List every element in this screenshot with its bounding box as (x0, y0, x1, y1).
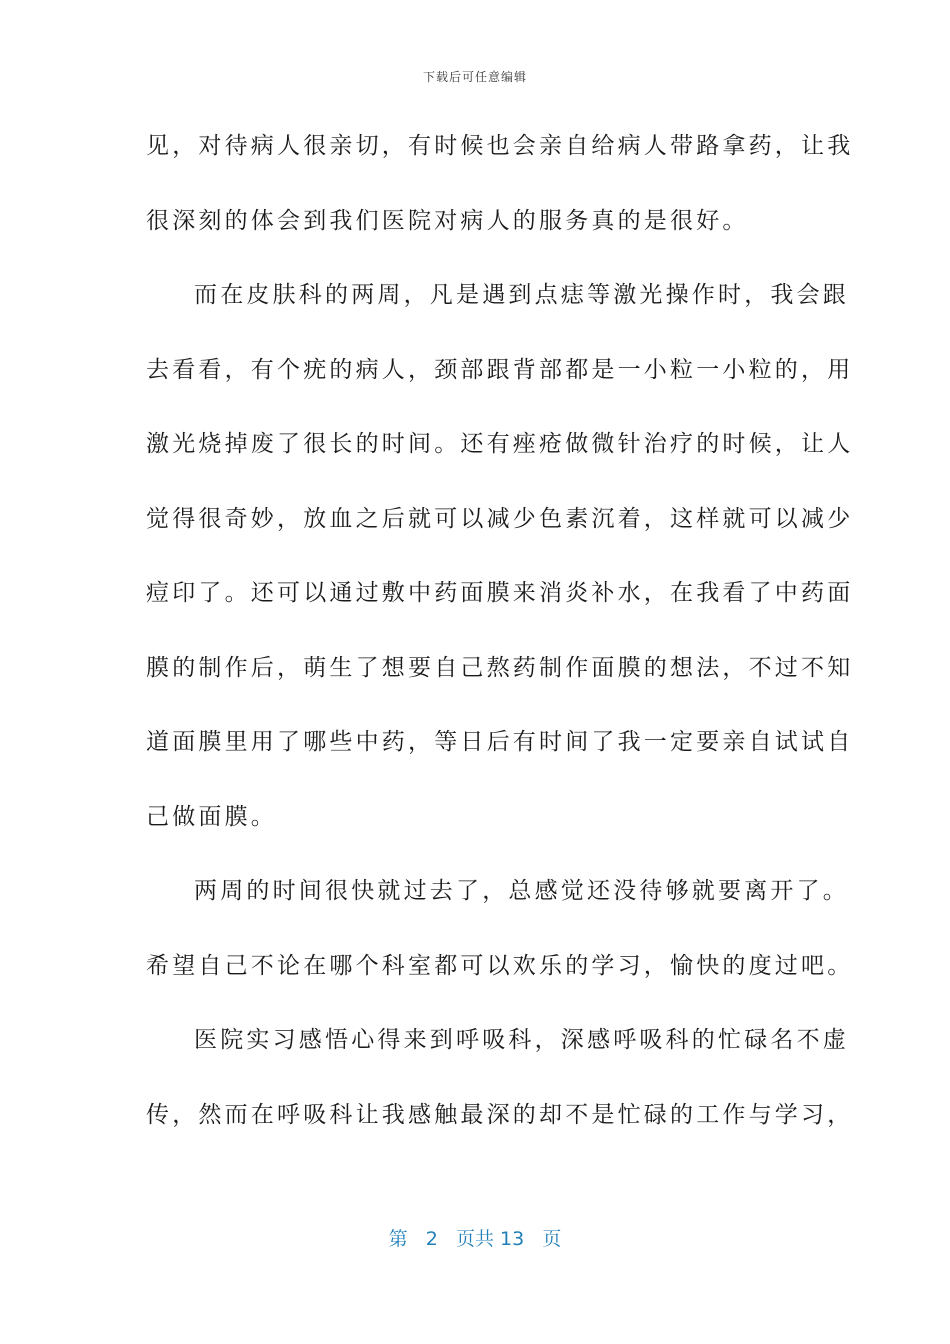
current-page-number: 2 (425, 1228, 438, 1250)
document-body (146, 122, 854, 1165)
total-pages-number: 13 (500, 1228, 525, 1250)
body-line: 道面膜里用了哪些中药，等日后有时间了我一定要亲自试试自 (146, 729, 854, 755)
body-line: 很深刻的体会到我们医院对病人的服务真的是很好。 (146, 207, 749, 234)
footer-middle: 页共 (455, 1228, 494, 1250)
body-line: 传，然而在呼吸科让我感触最深的却不是忙碌的工作与学习， (146, 1101, 854, 1128)
body-line: 两周的时间很快就过去了，总感觉还没待够就要离开了。 (194, 878, 849, 904)
body-line: 见，对待病人很亲切，有时候也会亲自给病人带路拿药，让我 (146, 133, 854, 159)
body-line: 觉得很奇妙，放血之后就可以减少色素沉着，这样就可以减少 (146, 505, 854, 532)
body-line: 激光烧掉废了很长的时间。还有痤疮做微针治疗的时候，让人 (146, 431, 854, 457)
body-line: 去看看，有个疣的病人，颈部跟背部都是一小粒一小粒的，用 (146, 356, 854, 383)
body-line: 膜的制作后，萌生了想要自己熬药制作面膜的想法，不过不知 (146, 654, 854, 681)
body-line: 希望自己不论在哪个科室都可以欢乐的学习，愉快的度过吧。 (146, 952, 854, 979)
body-line: 而在皮肤科的两周，凡是遇到点痣等激光操作时，我会跟 (194, 282, 849, 308)
header-note: 下载后可任意编辑 (422, 70, 527, 84)
body-line: 痘印了。还可以通过敷中药面膜来消炎补水，在我看了中药面 (146, 580, 854, 606)
page-footer (0, 1224, 950, 1251)
footer-suffix: 页 (542, 1228, 562, 1250)
footer-prefix: 第 (388, 1228, 408, 1250)
body-line: 医院实习感悟心得来到呼吸科，深感呼吸科的忙碌名不虚 (194, 1027, 849, 1053)
body-line: 己做面膜。 (146, 803, 277, 830)
